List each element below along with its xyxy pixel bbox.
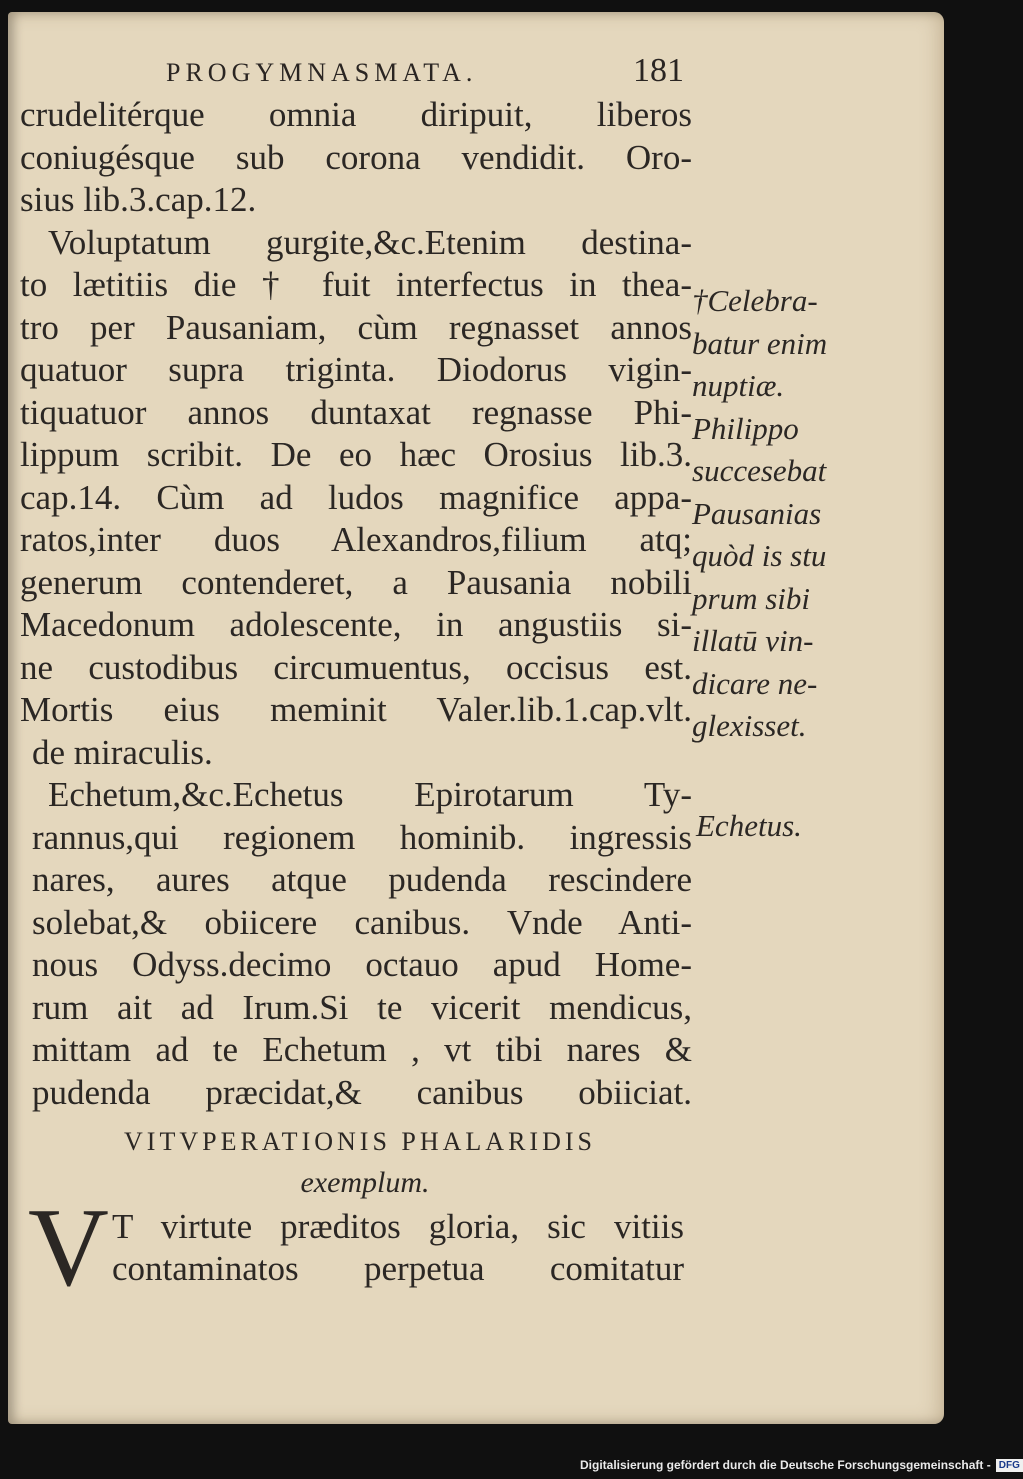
text-line: coniugésque sub corona vendidit. Oro- — [20, 137, 692, 177]
text-line: tro per Pausaniam, cùm regnasset annos — [20, 307, 692, 347]
text-line: pudenda præcidat,& canibus obiiciat. — [32, 1072, 692, 1112]
text-line: Macedonum adolescente, in angustiis si- — [20, 605, 692, 644]
text-line: sius lib.3.cap.12. — [20, 180, 257, 219]
dfg-logo: DFG — [996, 1459, 1023, 1472]
text-line: nares, aures atque pudenda rescindere — [32, 860, 692, 899]
text-line: crudelitérque omnia diripuit, liberos — [20, 95, 692, 134]
running-title: PROGYMNASMATA. — [166, 58, 478, 87]
text-line: to lætitiis die † fuit interfectus in thea- — [20, 265, 692, 304]
margin-note-echetus: Echetus. — [696, 808, 802, 843]
section-heading: VITVPERATIONIS PHALARIDIS — [124, 1127, 596, 1156]
drop-capital: V — [28, 1186, 109, 1310]
text-line: solebat,& obiicere canibus. Vnde Anti- — [32, 902, 692, 942]
text-line: nous Odyss.decimo octauo apud Home- — [32, 945, 692, 984]
section-text — [112, 1206, 684, 1290]
text-line: tiquatuor annos duntaxat regnasse Phi- — [20, 392, 692, 432]
text-line: ne custodibus circumuentus, occisus est. — [20, 647, 692, 687]
text-line: generum contenderet, a Pausania nobili — [20, 562, 692, 602]
text-line: rannus,qui regionem hominib. ingressis — [32, 817, 692, 857]
margin-note-line: succesebat — [692, 453, 827, 488]
margin-note-line: quòd is stu — [692, 538, 827, 573]
margin-note-line: Pausanias — [692, 495, 822, 531]
text-line: rum ait ad Irum.Si te vicerit mendicus, — [32, 987, 692, 1027]
text-line: de miraculis. — [32, 732, 213, 772]
text-line: contaminatos perpetua comitatur — [112, 1249, 684, 1288]
section-subheading: exemplum. — [300, 1166, 430, 1199]
text-line: lippum scribit. De eo hæc Orosius lib.3. — [20, 435, 692, 474]
margin-note-line: batur enim — [692, 325, 828, 361]
text-line: Voluptatum gurgite,&c.Etenim destina- — [48, 222, 692, 262]
text-line: Echetum,&c.Echetus Epirotarum Ty- — [48, 775, 692, 814]
text-line: T virtute præditos gloria, sic vitiis — [112, 1207, 684, 1246]
margin-note — [692, 280, 862, 748]
margin-note-line: prum sibi — [692, 580, 810, 616]
running-header — [160, 52, 690, 92]
margin-note-line: dicare ne- — [692, 665, 818, 701]
text-line: Mortis eius meminit Valer.lib.1.cap.vlt. — [20, 690, 692, 729]
text-line: cap.14. Cùm ad ludos magnifice appa- — [20, 477, 692, 517]
page-number: 181 — [633, 52, 684, 89]
main-text — [20, 94, 692, 1114]
margin-note-line: glexisset. — [692, 708, 807, 743]
digitization-credit — [580, 1458, 1020, 1478]
margin-note-line: †Celebra- — [692, 283, 818, 318]
text-line: ratos,inter duos Alexandros,filium atq; — [20, 520, 692, 559]
margin-note-line: nuptiæ. — [692, 368, 785, 403]
margin-note-line: Philippo — [692, 410, 799, 446]
margin-note-line: illatū vin- — [692, 623, 814, 658]
credit-text: Digitalisierung gefördert durch die Deutsche Forschungsgemeinschaft - — [580, 1458, 991, 1472]
text-line: mittam ad te Echetum , vt tibi nares & — [32, 1030, 692, 1069]
text-line: quatuor supra triginta. Diodorus vigin- — [20, 350, 692, 389]
